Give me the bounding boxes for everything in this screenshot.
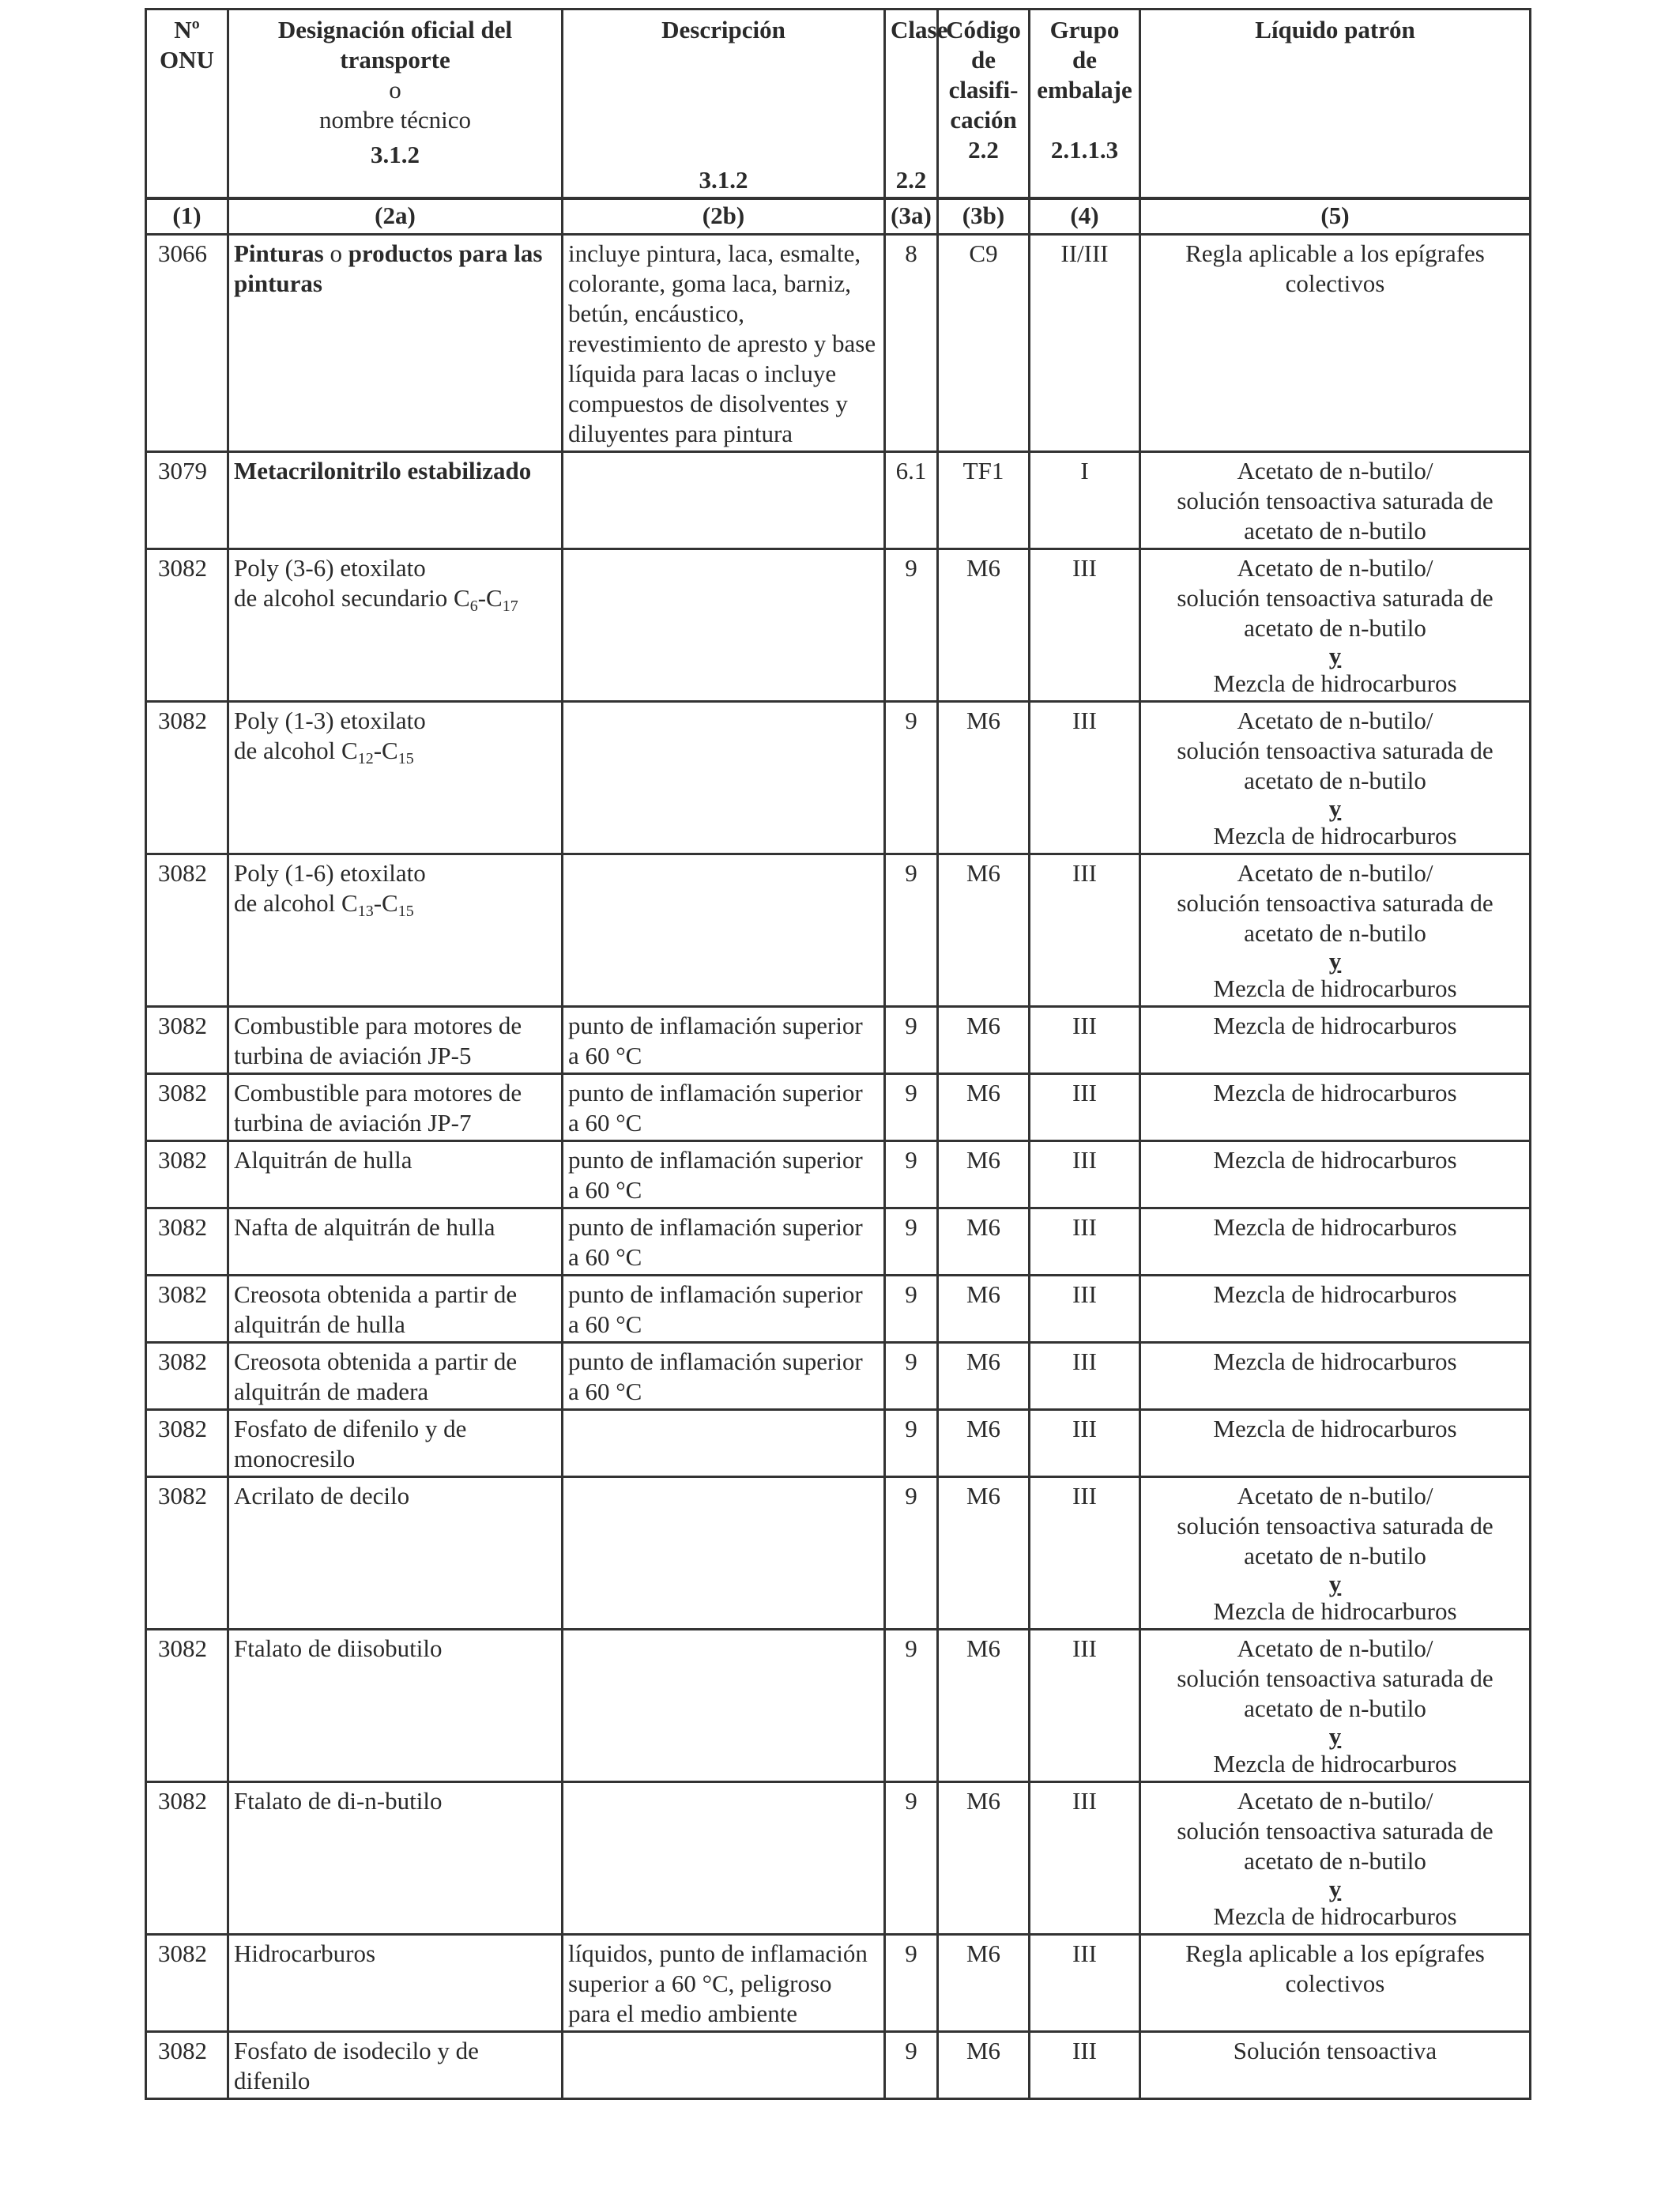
- reference-liquid: Acetato de n-butilo/ solución tensoactiva saturada de acetato de n-butilo y Mezcla de hidrocarburos: [1140, 1630, 1531, 1782]
- table-row: [146, 1630, 1531, 1782]
- table-row: [146, 1477, 1531, 1630]
- classification-code: M6: [938, 2032, 1030, 2099]
- un-number: 3082: [146, 1477, 228, 1630]
- table-row: [146, 1208, 1531, 1276]
- reference-liquid: Mezcla de hidrocarburos: [1140, 1276, 1531, 1343]
- reference-liquid: Regla aplicable a los epígrafes colectivos: [1140, 1935, 1531, 2032]
- packing-group: III: [1030, 1074, 1140, 1141]
- packing-group: III: [1030, 1276, 1140, 1343]
- reference-liquid: Mezcla de hidrocarburos: [1140, 1074, 1531, 1141]
- description: punto de inflamación superior a 60 °C: [563, 1007, 885, 1074]
- table-row: [146, 549, 1531, 702]
- table-row: [146, 1935, 1531, 2032]
- table-row: [146, 1343, 1531, 1410]
- reference-liquid: Mezcla de hidrocarburos: [1140, 1343, 1531, 1410]
- description: punto de inflamación superior a 60 °C: [563, 1208, 885, 1276]
- column-number: (4): [1030, 198, 1140, 235]
- packing-group: III: [1030, 1935, 1140, 2032]
- header-class: Clase 2.2: [885, 9, 938, 199]
- un-number: 3082: [146, 702, 228, 854]
- class: 9: [885, 1343, 938, 1410]
- header-row: [146, 9, 1531, 199]
- classification-code: C9: [938, 235, 1030, 452]
- packing-group: III: [1030, 1477, 1140, 1630]
- description: [563, 2032, 885, 2099]
- column-number-row: [146, 198, 1531, 235]
- un-number: 3082: [146, 1208, 228, 1276]
- un-number: 3082: [146, 1782, 228, 1935]
- un-number: 3082: [146, 1410, 228, 1477]
- designation: Nafta de alquitrán de hulla: [228, 1208, 563, 1276]
- un-number: 3082: [146, 1141, 228, 1208]
- reference-liquid: Acetato de n-butilo/ solución tensoactiva saturada de acetato de n-butilo: [1140, 452, 1531, 549]
- packing-group: III: [1030, 1630, 1140, 1782]
- header-description: Descripción 3.1.2: [563, 9, 885, 199]
- description: punto de inflamación superior a 60 °C: [563, 1276, 885, 1343]
- document-page: [145, 8, 1529, 2100]
- description: [563, 702, 885, 854]
- header-classification-code: Código de clasifi- cación 2.2: [938, 9, 1030, 199]
- class: 9: [885, 2032, 938, 2099]
- classification-code: M6: [938, 1208, 1030, 1276]
- column-number: (1): [146, 198, 228, 235]
- class: 9: [885, 1782, 938, 1935]
- designation: Fosfato de isodecilo y de difenilo: [228, 2032, 563, 2099]
- table-row: [146, 1007, 1531, 1074]
- class: 9: [885, 549, 938, 702]
- un-number: 3082: [146, 1074, 228, 1141]
- column-number: (3b): [938, 198, 1030, 235]
- table-row: [146, 1782, 1531, 1935]
- liquid-reference-table: [145, 8, 1531, 2100]
- un-number: 3082: [146, 1276, 228, 1343]
- packing-group: III: [1030, 1208, 1140, 1276]
- packing-group: III: [1030, 702, 1140, 854]
- un-number: 3082: [146, 1630, 228, 1782]
- packing-group: III: [1030, 854, 1140, 1007]
- class: 9: [885, 702, 938, 854]
- designation: Hidrocarburos: [228, 1935, 563, 2032]
- un-number: 3066: [146, 235, 228, 452]
- classification-code: M6: [938, 1935, 1030, 2032]
- table-row: [146, 452, 1531, 549]
- header-designation: Designación oficial del transporte o nombre técnico 3.1.2: [228, 9, 563, 199]
- class: 9: [885, 1007, 938, 1074]
- packing-group: III: [1030, 549, 1140, 702]
- classification-code: M6: [938, 1007, 1030, 1074]
- reference-liquid: Mezcla de hidrocarburos: [1140, 1410, 1531, 1477]
- designation: Poly (3-6) etoxilato de alcohol secundario $C_6-C_{17}$: [228, 549, 563, 702]
- header-un-number: Nº ONU: [146, 9, 228, 199]
- description: [563, 549, 885, 702]
- classification-code: M6: [938, 1410, 1030, 1477]
- description: punto de inflamación superior a 60 °C: [563, 1141, 885, 1208]
- packing-group: III: [1030, 2032, 1140, 2099]
- designation: Metacrilonitrilo estabilizado: [228, 452, 563, 549]
- un-number: 3082: [146, 854, 228, 1007]
- designation: Pinturas o productos para las pinturas: [228, 235, 563, 452]
- designation: Creosota obtenida a partir de alquitrán de madera: [228, 1343, 563, 1410]
- table-row: [146, 1410, 1531, 1477]
- description: [563, 452, 885, 549]
- table-row: [146, 702, 1531, 854]
- class: 9: [885, 1477, 938, 1630]
- designation: Poly (1-6) etoxilato de alcohol $C_{13}-C_{15}$: [228, 854, 563, 1007]
- classification-code: M6: [938, 1276, 1030, 1343]
- packing-group: III: [1030, 1410, 1140, 1477]
- reference-liquid: Mezcla de hidrocarburos: [1140, 1007, 1531, 1074]
- classification-code: M6: [938, 1630, 1030, 1782]
- classification-code: TF1: [938, 452, 1030, 549]
- classification-code: M6: [938, 854, 1030, 1007]
- un-number: 3082: [146, 1343, 228, 1410]
- designation: Combustible para motores de turbina de aviación JP-7: [228, 1074, 563, 1141]
- description: [563, 854, 885, 1007]
- description: líquidos, punto de inflamación superior a 60 °C, peligroso para el medio ambiente: [563, 1935, 885, 2032]
- class: 6.1: [885, 452, 938, 549]
- classification-code: M6: [938, 1141, 1030, 1208]
- packing-group: III: [1030, 1007, 1140, 1074]
- description: incluye pintura, laca, esmalte, colorante, goma laca, barniz, betún, encáustico, revestimiento de apresto y base líquida para lacas o incluye compuestos de disolventes y diluyentes para pintura: [563, 235, 885, 452]
- classification-code: M6: [938, 1782, 1030, 1935]
- description: [563, 1410, 885, 1477]
- packing-group: III: [1030, 1141, 1140, 1208]
- classification-code: M6: [938, 1477, 1030, 1630]
- reference-liquid: Acetato de n-butilo/ solución tensoactiva saturada de acetato de n-butilo y Mezcla de hidrocarburos: [1140, 854, 1531, 1007]
- packing-group: I: [1030, 452, 1140, 549]
- header-reference-liquid: Líquido patrón: [1140, 9, 1531, 199]
- un-number: 3082: [146, 1007, 228, 1074]
- packing-group: III: [1030, 1782, 1140, 1935]
- class: 9: [885, 854, 938, 1007]
- un-number: 3082: [146, 2032, 228, 2099]
- designation: Combustible para motores de turbina de aviación JP-5: [228, 1007, 563, 1074]
- un-number: 3082: [146, 549, 228, 702]
- class: 9: [885, 1208, 938, 1276]
- designation: Creosota obtenida a partir de alquitrán de hulla: [228, 1276, 563, 1343]
- designation: Ftalato de di-n-butilo: [228, 1782, 563, 1935]
- class: 9: [885, 1074, 938, 1141]
- reference-liquid: Acetato de n-butilo/ solución tensoactiva saturada de acetato de n-butilo y Mezcla de hidrocarburos: [1140, 1782, 1531, 1935]
- un-number: 3079: [146, 452, 228, 549]
- designation: Acrilato de decilo: [228, 1477, 563, 1630]
- reference-liquid: Solución tensoactiva: [1140, 2032, 1531, 2099]
- reference-liquid: Mezcla de hidrocarburos: [1140, 1141, 1531, 1208]
- table-row: [146, 1276, 1531, 1343]
- description: punto de inflamación superior a 60 °C: [563, 1343, 885, 1410]
- class: 8: [885, 235, 938, 452]
- classification-code: M6: [938, 1343, 1030, 1410]
- table-row: [146, 1141, 1531, 1208]
- column-number: (2a): [228, 198, 563, 235]
- packing-group: III: [1030, 1343, 1140, 1410]
- designation: Ftalato de diisobutilo: [228, 1630, 563, 1782]
- description: [563, 1477, 885, 1630]
- column-number: (5): [1140, 198, 1531, 235]
- class: 9: [885, 1410, 938, 1477]
- designation: Alquitrán de hulla: [228, 1141, 563, 1208]
- reference-liquid: Acetato de n-butilo/ solución tensoactiva saturada de acetato de n-butilo y Mezcla de hidrocarburos: [1140, 549, 1531, 702]
- classification-code: M6: [938, 702, 1030, 854]
- class: 9: [885, 1935, 938, 2032]
- reference-liquid: Mezcla de hidrocarburos: [1140, 1208, 1531, 1276]
- description: punto de inflamación superior a 60 °C: [563, 1074, 885, 1141]
- description: [563, 1782, 885, 1935]
- designation: Poly (1-3) etoxilato de alcohol $C_{12}-C_{15}$: [228, 702, 563, 854]
- class: 9: [885, 1141, 938, 1208]
- description: [563, 1630, 885, 1782]
- reference-liquid: Acetato de n-butilo/ solución tensoactiva saturada de acetato de n-butilo y Mezcla de hidrocarburos: [1140, 1477, 1531, 1630]
- packing-group: II/III: [1030, 235, 1140, 452]
- un-number: 3082: [146, 1935, 228, 2032]
- designation: Fosfato de difenilo y de monocresilo: [228, 1410, 563, 1477]
- table-row: [146, 2032, 1531, 2099]
- column-number: (3a): [885, 198, 938, 235]
- header-packing-group: Grupo de embalaje 2.1.1.3: [1030, 9, 1140, 199]
- reference-liquid: Acetato de n-butilo/ solución tensoactiva saturada de acetato de n-butilo y Mezcla de hidrocarburos: [1140, 702, 1531, 854]
- class: 9: [885, 1630, 938, 1782]
- classification-code: M6: [938, 549, 1030, 702]
- table-row: [146, 1074, 1531, 1141]
- reference-liquid: Regla aplicable a los epígrafes colectivos: [1140, 235, 1531, 452]
- table-row: [146, 854, 1531, 1007]
- classification-code: M6: [938, 1074, 1030, 1141]
- column-number: (2b): [563, 198, 885, 235]
- table-row: [146, 235, 1531, 452]
- class: 9: [885, 1276, 938, 1343]
